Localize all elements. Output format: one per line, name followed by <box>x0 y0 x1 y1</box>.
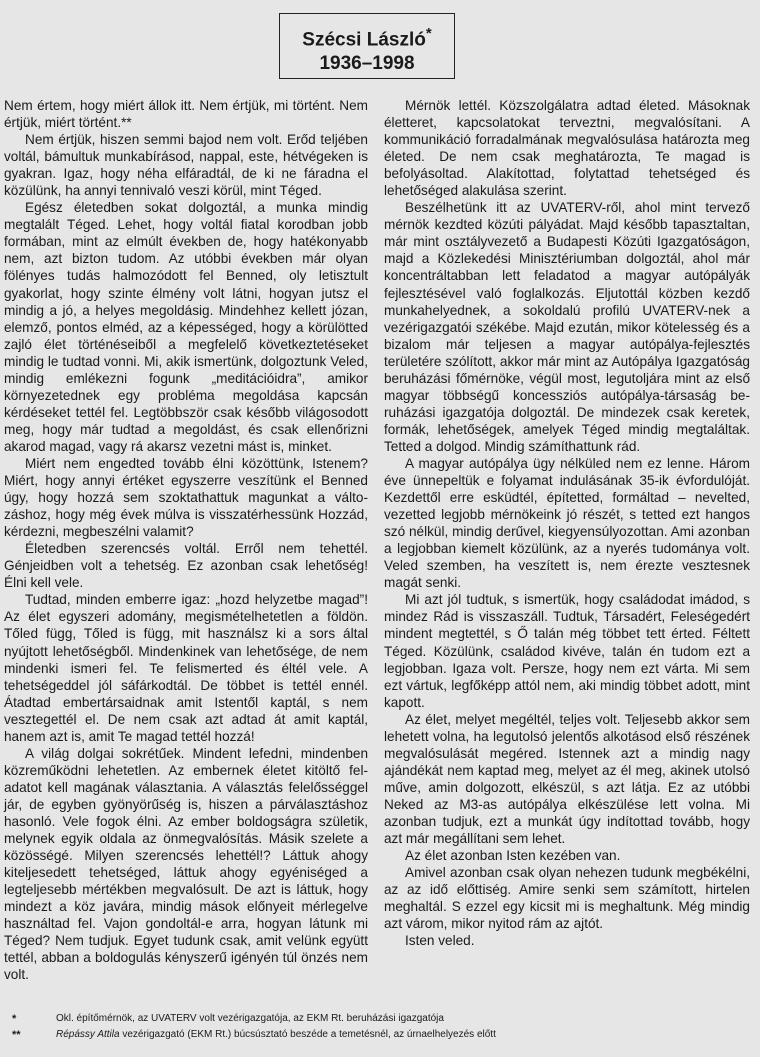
left-column <box>4 97 368 983</box>
footnote-body: vezérigazgató (EKM Rt.) búcsúsztató beszéde a temetésnél, az úrnaelhelyezés előtt <box>119 1029 496 1040</box>
footnote-mark: ** <box>12 1029 21 1041</box>
paragraph: A világ dolgai sokrétűek. Mindent lefedni, mindenben közreműködni lehetetlen. Az embernek életet kitöltő feladatot kell magának választania. A választás felelősséggel jár, de egyben gyönyörűség is, hiszen a párválasztáshoz hasonló. Vele fogok élni. Az ember boldogságra születik, melynek egyik oldala az önmegvalósítás. Másik szelete a közösségé. Milyen szerencsés lehettél!? Láttuk ahogy kiteljesedett tehetséged, láttuk ahogy egyéniséged a legteljesebb mértékben megvalósult. De azt is láttuk, hogy mindezt a köz javára, mindig mások előnyeit mérlegelve használtad fel. Vajon gondoltál-e arra, hogyan látunk mi Téged? Nem tudjuk. Egyet tudunk csak, amit velünk együtt tettél, abban a boldogulás kényszerű igényén túl önzés nem volt. <box>4 745 368 983</box>
paragraph: Mérnök lettél. Közszolgálatra adtad életed. Másoknak életteret, kapcsolatokat terveztni, megvalósítani. A kommunikáció forradalmának megvalósulása határozta meg életed. De nem csak meghatározta, Te magad is befolyásoltad. Alakítottad, folytattad tehetséged és lehetőséged alakulása szerint. <box>384 98 750 199</box>
paragraph: Mi azt jól tudtuk, s ismertük, hogy családodat imádod, s mindez Rád is visszaszáll. Tudtuk, Társadért, Feleségedért mindent megtettél, s Ő talán még többet tett érted. Féltett Téged. Közülünk, családod kivéve, talán én tudom ezt a legjobban. Igaza volt. Persze, hogy nem ezt várta. Mi sem ezt vártuk, legfőképp attól nem, aki mindig többet adott, mint kapott. <box>384 592 750 710</box>
paragraph: Miért nem engedted tovább élni közöttünk, Istenem? Miért, hogy annyi értéket egyszerre veszítünk el Benned úgy, hogy hozzá sem szoktathattuk magunkat a változáshoz, hogy még évek múlva is visszatérhessünk Hozzád, kérdezni, megbeszélni valamit? <box>4 455 368 540</box>
paragraph: Nem értem, hogy miért állok itt. Nem értjük, mi történt. Nem értjük, miért történt.** <box>4 98 368 131</box>
footnote-text <box>56 1027 496 1043</box>
footnote-mark: * <box>12 1013 17 1025</box>
paragraph: Isten veled. <box>405 933 475 949</box>
paragraph: Egész életedben sokat dolgoztál, a munka mindig megtalált Téged. Lehet, hogy voltál fiatal korodban jobb formában, mint az elmúlt években de, hogy hatékonyabb nem, azt bizton tudom. Az utóbbi években már olyan fölényes tudás halmozódott fel Benned, oly letisztult gyakorlat, hogy szinte élmény volt látni, hogyan jutsz el mindig a jó, a helyes megoldásig. Mindehhez kellett józan, elemző, pontos elméd, az a képességed, hogy a körülötted zajló élet történéseiből a megfelelő következtetéseket mindig le tudtad vonni. Mi, akik ismertünk, dolgoztunk Veled, mindig emlékezni fogunk „meditációidra”, amikor környezetednek egy probléma megoldása kapcsán kérdéseket tettél fel. Legtöbbször csak később világosodott meg, hogy már tudtad a megoldást, és csak ellenőrizni akarod magad, vagy rá akarsz vezetni mást is, minket. <box>4 200 368 454</box>
paragraph: Az élet azonban Isten kezében van. <box>405 848 621 864</box>
footnote <box>12 1011 752 1027</box>
footnote-author: Répássy Attila <box>56 1029 120 1040</box>
title-box <box>279 13 455 79</box>
footnotes <box>12 1011 752 1043</box>
paragraph: Életedben szerencsés voltál. Erről nem tehettél. Génjeidben volt a tehetség. Ez azonban csak lehetőség! Élni kell vele. <box>4 541 368 591</box>
person-name: Szécsi László* <box>302 25 432 51</box>
footnote <box>12 1027 752 1043</box>
paragraph: A magyar autópálya ügy nélküled nem ez lenne. Három éve ünnepeltük e folyamat indulásának 35-ik évfordulóját. Kezdettől erre esküdtél, építetted, formáltad – nevelted, vezetted legjobb mérnökeink jó részét, s tetted ezt hangos szó nélkül, mindig derűvel, kiegyensúlyozottan. Ami azonban a legjobban kiemelt közülünk, az a nyerés tudománya volt. Veled szemben, ha veszített is, nem érezte vesztesnek magát senki. <box>384 455 750 591</box>
life-years: 1936–1998 <box>319 53 415 75</box>
paragraph: Tudtad, minden emberre igaz: „hozd helyzetbe magad”! Az élet egyszeri adomány, megismételhetetlen a földön. Tőled függ, Tőled is függ, mit használsz ki a sors által nyújtott lehetőségből. Mindenkinek van lehetősége, de nem mindenki ismeri fel. Te felismerted és éltél vele. A tehetségeddel jól sáfárkodtál. De többet is tettél ennél. Átadtad embertársaidnak amit Istentől kaptál, s nem vesztegettél el. De nem csak azt adtad át amit kaptál, hanem azt is, amit Te magad tettél hozzá! <box>4 592 368 744</box>
paragraph: Beszélhetünk itt az UVATERV-ről, ahol mint tervező mérnök kezdted közúti pályádat. Majd később tapasztaltan, már mint osztályvezető a Budapesti Közúti Igazgatóságon, majd a Közlekedési Minisztériumban dolgoztál, ahol már koncentráltabban lett feladatod a magyar autópályák fejlesztésével való foglalkozás. Eljutottál közben kezdő munkahelyednek, a sokoldalú profilú UVATERV-nek a vezérigazgatói székébe. Majd ezután, mikor kötelesség és a bizalom már teljesen a magyar autópálya-fejlesztés területére szólított, akkor már mint az Autópálya Igazgatóság beruházási főmérnöke, végül most, legutoljára mint az első magyar többségű koncessziós autópálya-társaság beruházási igazgatója dolgoztál. De mindezek csak keretek, formák, lehetőségek, amelyek Téged mindig megtaláltak. Tetted a dolgod. Mindig számíthattunk rád. <box>384 200 750 454</box>
paragraph: Az élet, melyet megéltél, teljes volt. Teljesebb akkor sem lehetett volna, ha legutolsó jelentős alkotásod első részének megvalósulását megéred. Istennek azt a mindig nagy ajándékát nem kaptad meg, melyet az él meg, akinek utolsó műve, amin dolgozott, elkészül, s azt látja. Ez az utóbbi Neked az M3-as autópálya elkészülése lett volna. Mi azonban tudjuk, ezt a munkát úgy indítottad tovább, hogy azt már megállítani sem lehet. <box>384 711 750 847</box>
footnote-body: Okl. építőmérnök, az UVATERV volt vezérigazgatója, az EKM Rt. beruházási igazgatója <box>56 1013 444 1024</box>
paragraph: Nem értjük, hiszen semmi bajod nem volt. Erőd teljében voltál, bámultuk munkabírásod, nappal, este, hétvégeken is gyakran. Igaz, hogy néha elfáradtál, de ki ne fáradna el közülünk, ha annyi tennivaló veszi körül, mint Téged. <box>4 132 368 199</box>
paragraph: Amivel azonban csak olyan nehezen tudunk megbékélni, az az idő előttiség. Amire senki sem számított, hirtelen meghaltál. S ezzel egy kicsit mi is meghaltunk. Még mindig azt várom, mikor nyitod rám az ajtót. <box>384 865 750 932</box>
name-footnote-mark: * <box>425 25 432 42</box>
footnote-text <box>56 1011 444 1027</box>
right-column <box>384 97 750 949</box>
